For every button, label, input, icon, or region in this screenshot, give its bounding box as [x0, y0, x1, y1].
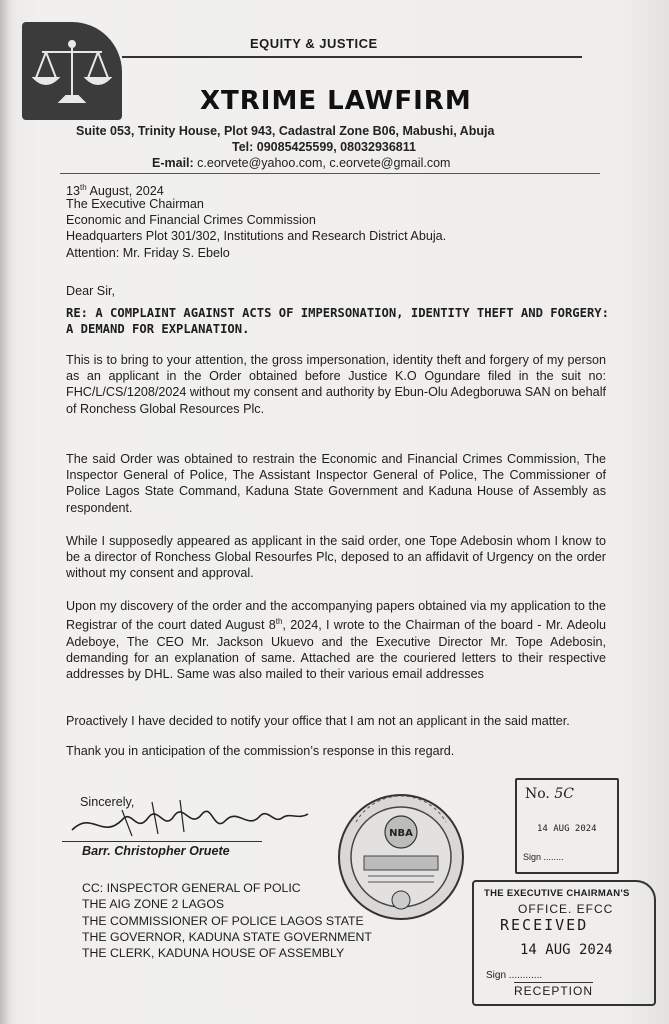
firm-email [152, 156, 450, 170]
addressee-line: Attention: Mr. Friday S. Ebelo [66, 245, 230, 260]
stamp-reception: RECEPTION [514, 984, 594, 998]
email-label: E-mail: [152, 156, 194, 170]
addressee-line: Headquarters Plot 301/302, Institutions and Research District Abuja. [66, 229, 447, 244]
firm-motto: EQUITY & JUSTICE [250, 36, 378, 51]
stamp-sign: Sign ............ [486, 970, 543, 981]
stamp-received: RECEIVED [500, 916, 589, 934]
signer-name: Barr. Christopher Oruete [82, 844, 230, 858]
body-paragraph: The said Order was obtained to restrain the Economic and Financial Crimes Commission, The Inspector General of Police, The Assistant Inspector General of Police, The Commissioner of Police Lagos State Command, Kaduna State Government and Kaduna House of Assembly as respondent. [66, 452, 606, 515]
page-edge-shadow [0, 0, 10, 1024]
body-paragraph: This is to bring to your attention, the gross impersonation, identity theft and forgery of my person as an applicant in the Order obtained before Justice K.O Ogundare filed in the suit no: FHC/L/CS/1208/2024 without my consent and authority by Ebun-Olu Adegboruwa SAN on behalf of Ronchess Global Resources Plc. [66, 353, 606, 416]
scales-of-justice-icon [30, 32, 114, 112]
stamp-date: 14 AUG 2024 [537, 824, 597, 834]
addressee-block [66, 196, 446, 261]
body-paragraph: While I supposedly appeared as applicant in the said order, one Tope Adebosin whom I know to be a director of Ronchess Global Resourfes Plc, deposed to an affidavit of Urgency on the order without my consent and approval. [66, 534, 606, 581]
cc-item: THE COMMISSIONER OF POLICE LAGOS STATE [82, 913, 364, 928]
document-number-stamp [515, 778, 619, 874]
body-paragraph: Upon my discovery of the order and the accompanying papers obtained via my application to the Registrar of the court dated August 8th, 2024, I wrote to the Chairman of the board - Mr. Adeolu Adeboye, The CEO Mr. Jackson Ukuevo and the Executive Director Mr. Tope Adebosin, demanding for an explanation of same. Attached are the couriered letters to their respective addresses by DHL. Same was also mailed to their various email addresses [66, 599, 606, 681]
stamp-date: 14 AUG 2024 [520, 942, 613, 958]
email-value: c.eorvete@yahoo.com, c.eorvete@gmail.com [197, 156, 451, 170]
salutation: Dear Sir, [66, 284, 115, 298]
subject-line: RE: A COMPLAINT AGAINST ACTS OF IMPERSONATION, IDENTITY THEFT AND FORGERY: A DEMAND FOR EXPLANATION. [66, 306, 609, 336]
stamp-office-line: THE EXECUTIVE CHAIRMAN'S [484, 888, 630, 899]
nba-seal-stamp [336, 792, 466, 922]
cc-item: CC: INSPECTOR GENERAL OF POLIC [82, 881, 301, 895]
cc-item: THE CLERK, KADUNA HOUSE OF ASSEMBLY [82, 946, 345, 961]
cc-item: THE GOVERNOR, KADUNA STATE GOVERNMENT [82, 929, 372, 944]
letter-date: 13th August, 2024 [66, 183, 164, 199]
addressee-line: The Executive Chairman [66, 197, 204, 211]
stamp-sign: Sign ........ [523, 852, 564, 862]
firm-address: Suite 053, Trinity House, Plot 943, Cadastral Zone B06, Mabushi, Abuja [76, 124, 495, 138]
body-paragraph: Proactively I have decided to notify your office that I am not an applicant in the said matter. [66, 714, 570, 728]
signature-line [62, 841, 262, 842]
stamp-number: No. 5C [525, 786, 574, 802]
stamp-office-line: OFFICE. EFCC [518, 902, 614, 916]
seal-center-text: NBA [389, 828, 413, 839]
body-paragraph: Thank you in anticipation of the commission’s response in this regard. [66, 744, 455, 758]
firm-name: XTRIME LAWFIRM [200, 86, 472, 116]
firm-telephone: Tel: 09085425599, 08032936811 [232, 140, 416, 154]
cc-item: THE AIG ZONE 2 LAGOS [82, 897, 225, 912]
addressee-line: Economic and Financial Crimes Commission [66, 213, 316, 228]
cc-list [82, 880, 372, 961]
efcc-received-stamp [472, 880, 656, 1006]
letterhead-divider [60, 173, 600, 174]
firm-logo [22, 22, 122, 120]
handwritten-signature [62, 790, 322, 846]
closing: Sincerely, [80, 795, 135, 809]
